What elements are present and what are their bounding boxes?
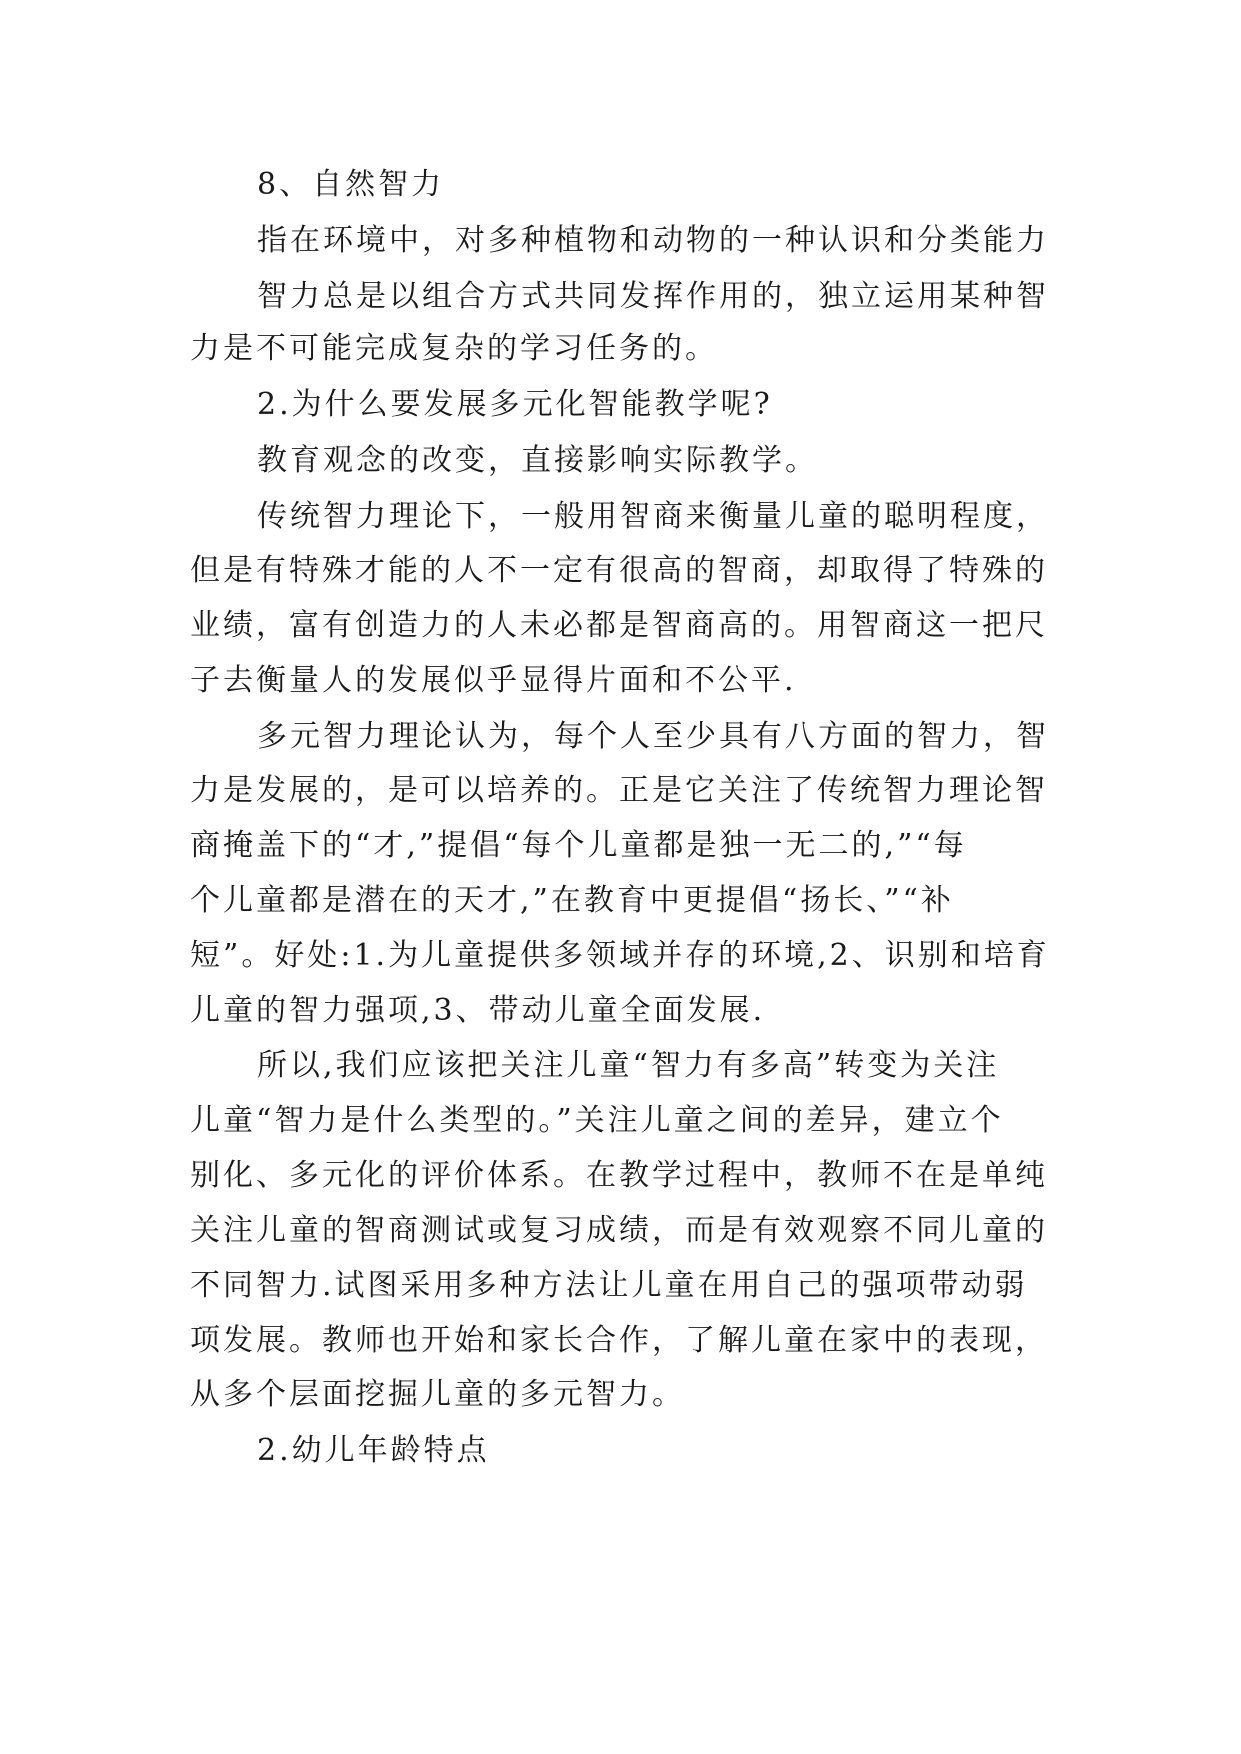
paragraph-line: 不同智力.试图采用多种方法让儿童在用自己的强项带动弱 xyxy=(190,1268,1028,1303)
paragraph-line: 关注儿童的智商测试或复习成绩，而是有效观察不同儿童的 xyxy=(190,1213,1048,1248)
paragraph-line: 教育观念的改变，直接影响实际教学。 xyxy=(257,443,818,478)
paragraph-line: 传统智力理论下，一般用智商来衡量儿童的聪明程度， xyxy=(257,499,1049,534)
paragraph-line: 所以,我们应该把关注儿童“智力有多高”转变为关注 xyxy=(257,1048,1000,1083)
paragraph-line: 子去衡量人的发展似乎显得片面和不公平. xyxy=(190,663,797,698)
section-heading: 8、自然智力 xyxy=(257,167,445,202)
paragraph-line: 业绩，富有创造力的人未必都是智商高的。用智商这一把尺 xyxy=(190,608,1048,643)
section-heading: 2.为什么要发展多元化智能教学呢? xyxy=(257,387,773,422)
paragraph-line: 但是有特殊才能的人不一定有很高的智商，却取得了特殊的 xyxy=(190,553,1048,588)
paragraph-line: 力是不可能完成复杂的学习任务的。 xyxy=(190,331,718,366)
paragraph-line: 多元智力理论认为，每个人至少具有八方面的智力，智 xyxy=(257,719,1049,754)
paragraph-line: 智力总是以组合方式共同发挥作用的，独立运用某种智 xyxy=(257,279,1049,314)
paragraph-line: 力是发展的，是可以培养的。正是它关注了传统智力理论智 xyxy=(190,773,1048,808)
paragraph-line: 短”。好处:1.为儿童提供多领域并存的环境,2、识别和培育 xyxy=(190,938,1050,973)
paragraph-line: 项发展。教师也开始和家长合作，了解儿童在家中的表现， xyxy=(190,1323,1048,1358)
paragraph-line: 从多个层面挖掘儿童的多元智力。 xyxy=(190,1377,685,1412)
paragraph-line: 儿童的智力强项,3、带动儿童全面发展. xyxy=(190,993,766,1028)
section-heading: 2.幼儿年龄特点 xyxy=(257,1433,490,1468)
paragraph-line: 指在环境中，对多种植物和动物的一种认识和分类能力 xyxy=(257,223,1049,258)
paragraph-line: 个儿童都是潜在的天才,”在教育中更提倡“扬长、”“补 xyxy=(190,883,954,918)
paragraph-line: 商掩盖下的“才,”提倡“每个儿童都是独一无二的,”“每 xyxy=(190,828,967,863)
paragraph-line: 别化、多元化的评价体系。在教学过程中，教师不在是单纯 xyxy=(190,1158,1048,1193)
paragraph-line: 儿童“智力是什么类型的。”关注儿童之间的差异，建立个 xyxy=(190,1103,1004,1138)
